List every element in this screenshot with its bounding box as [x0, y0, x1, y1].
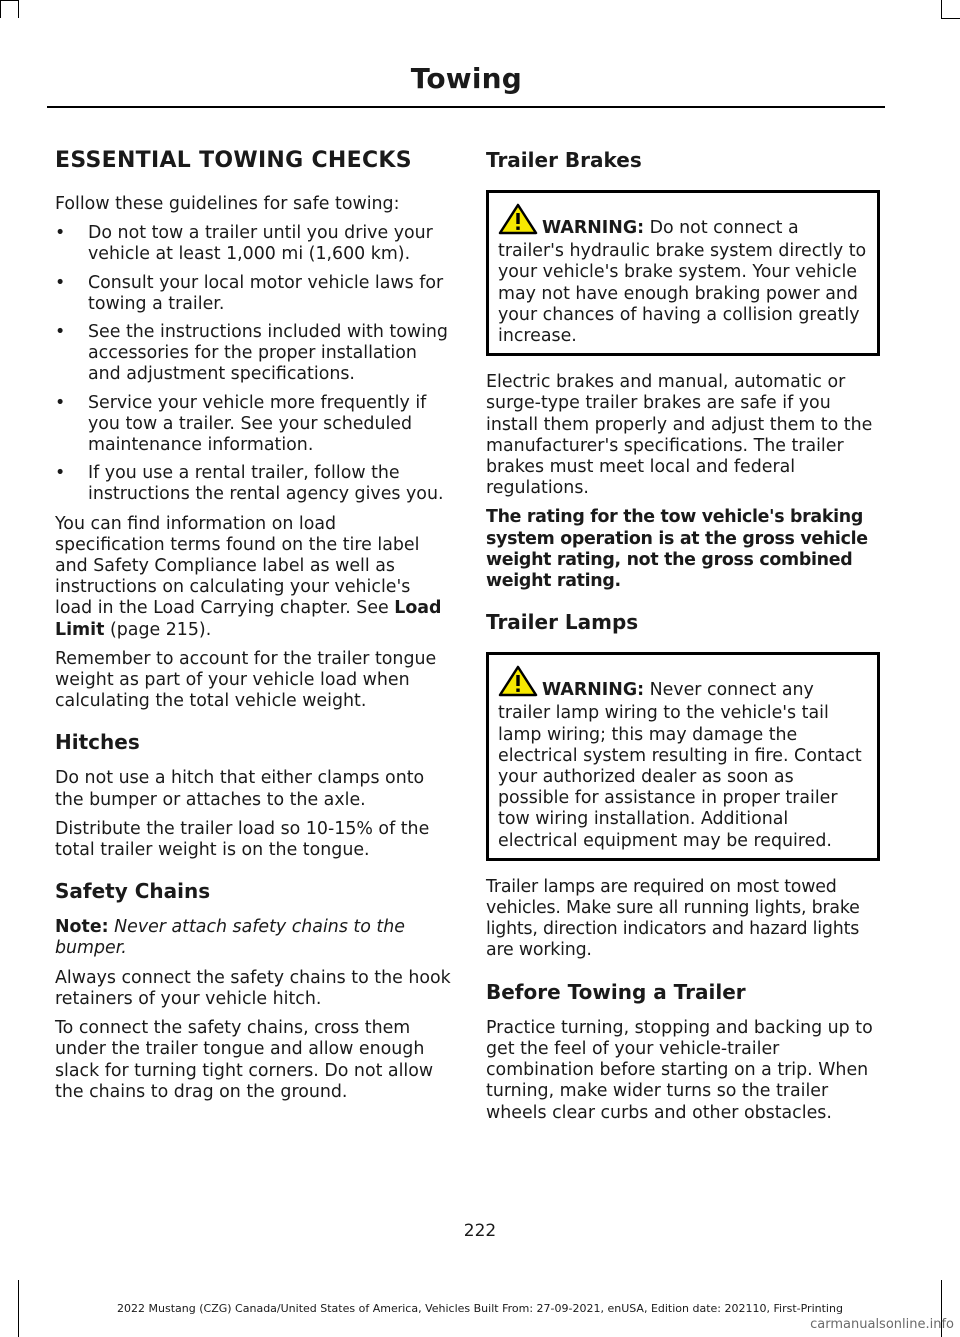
before-towing-paragraph: Practice turning, stopping and backing up to get the feel of your vehicle-trailer combination before starting on a trip. When turning, make wider turns so the trailer wheels clear curbs and other obstacles. [486, 1017, 873, 1123]
chains-paragraph: To connect the safety chains, cross them under the trailer tongue and allow enough slack for turning tight corners. Do not allow the chains to drag on the ground. [55, 1018, 434, 1102]
section-heading-before-towing: Before Towing a Trailer [486, 979, 746, 1004]
bullet-icon: • [55, 392, 66, 413]
load-limit-link[interactable]: Load Limit [55, 598, 442, 640]
warning-text: Never connect any trailer lamp wiring to the vehicle's tail lamp wiring; this may damage the electrical system resulting in fire. Contact your authorized dealer as soon as possible for assistance in proper trailer tow wiring installation. Additional electrical equipment may be required. [498, 680, 862, 851]
header-divider [47, 106, 885, 108]
bullet-icon: • [55, 272, 66, 293]
section-heading-trailer-brakes: Trailer Brakes [486, 148, 642, 172]
left-column [55, 138, 451, 1111]
tongue-weight-paragraph: Remember to account for the trailer tongue weight as part of your vehicle load when calculating the total vehicle weight. [55, 648, 437, 712]
section-heading-safety-chains: Safety Chains [55, 879, 211, 904]
note: Note: Never attach safety chains to the bumper. [55, 917, 405, 959]
warning-triangle-icon [498, 665, 538, 703]
crop-mark [0, 0, 18, 1]
lamps-paragraph: Trailer lamps are required on most towed vehicles. Make sure all running lights, brake lights, direction indicators and hazard lights are working. [486, 876, 860, 961]
crop-mark [0, 0, 1, 18]
list-item: • Service your vehicle more frequently if you tow a trailer. See your scheduled maintenance information. [55, 392, 427, 456]
crop-mark [941, 0, 942, 18]
chains-paragraph: Always connect the safety chains to the hook retainers of your vehicle hitch. [55, 967, 451, 1009]
load-paragraph: You can find information on load specification terms found on the tire label and Safety Compliance label as well as instructions on calculating your vehicle's load in the Load Carrying chapter. See Load Limit (page 215). [55, 513, 442, 640]
warning-box-brakes [486, 190, 880, 356]
edition-footer: 2022 Mustang (CZG) Canada/United States of America, Vehicles Built From: 27-09-2021, enUSA, Edition date: 202110, First-Printing [117, 1302, 843, 1315]
list-item: • If you use a rental trailer, follow the instructions the rental agency gives you. [55, 463, 444, 505]
hitches-paragraph: Do not use a hitch that either clamps onto the bumper or attaches to the axle. [55, 768, 425, 810]
section-heading-trailer-lamps: Trailer Lamps [486, 610, 639, 635]
page-number: 222 [463, 1221, 497, 1241]
warning-box-lamps [486, 652, 880, 861]
warning-label: WARNING: [542, 680, 645, 701]
brakes-rating-paragraph: The rating for the tow vehicle's braking system operation is at the gross vehicle weight rating, not the gross combined weight rating. [486, 507, 868, 592]
warning-label: WARNING: [542, 218, 645, 238]
crop-mark [941, 18, 960, 19]
brakes-paragraph: Electric brakes and manual, automatic or surge-type trailer brakes are safe if you install them properly and adjust them to the manufacturer's specifications. The trailer brakes must meet local and federal regulations. [486, 372, 873, 499]
list-item: • See the instructions included with towing accessories for the proper installation and adjustment specifications. [55, 322, 448, 385]
bullet-icon: • [55, 223, 66, 244]
list-item: • Consult your local motor vehicle laws for towing a trailer. [55, 272, 444, 314]
hitches-paragraph: Distribute the trailer load so 10-15% of the total trailer weight is on the tongue. [55, 818, 430, 861]
intro-text: Follow these guidelines for safe towing: [55, 194, 400, 214]
crop-mark [18, 0, 19, 18]
warning-triangle-icon [498, 203, 538, 241]
section-heading-essential-checks: ESSENTIAL TOWING CHECKS [55, 148, 412, 173]
bullet-icon: • [55, 322, 66, 343]
page-title: Towing [410, 62, 522, 95]
bullet-icon: • [55, 463, 66, 484]
right-column [486, 138, 880, 1132]
list-item: • Do not tow a trailer until you drive your vehicle at least 1,000 mi (1,600 km). [55, 223, 433, 265]
guidelines-list [55, 223, 451, 505]
section-heading-hitches: Hitches [55, 730, 140, 755]
warning-text: Do not connect a trailer's hydraulic brake system directly to your vehicle's brake system. Your vehicle may not have enough braking power and your chances of having a collision greatly increase. [498, 218, 867, 347]
watermark: carmanualsonline.info [810, 1317, 954, 1332]
